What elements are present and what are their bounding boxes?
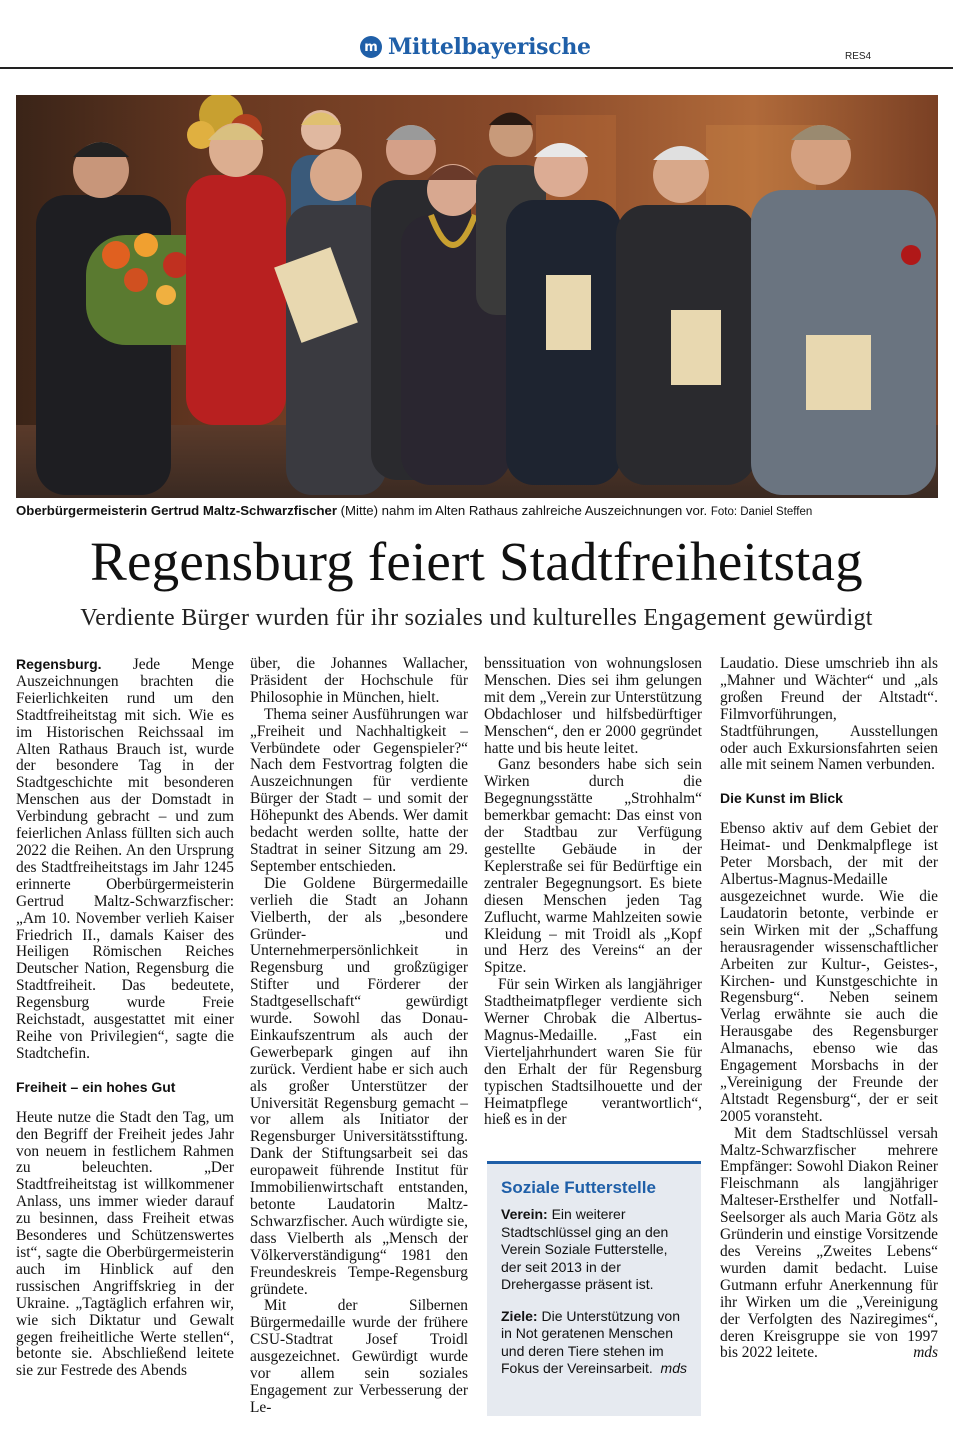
info-label: Verein: (501, 1206, 548, 1222)
article-photo (16, 95, 938, 498)
info-box-title: Soziale Futterstelle (501, 1178, 656, 1197)
paragraph-text: Mit dem Stadtschlüssel versah Maltz-Schwarzfischer mehrere Empfänger: Sowohl Diakon Reiner Fleischmann als langjähriger Malteser-Ersthelfer und Notfall-Seelsorger als auch Maria Götz als Gründerin und einstige Vorsitzende des Vereins „Zweites Lebens“ wurden damit bedacht. Luise Gutmann erfuhr Anerkennung für ihr Wirken um die „Vereinigung der Verfolgten des Naziregimes“, deren Kreisgruppe sie von 1997 bis 2022 leitete. (720, 1124, 938, 1362)
paragraph: Die Goldene Bürgermedaille verlieh die Stadt an Johann Vielberth, der als „besondere Gründer- und Unternehmerpersönlichkeit in Regensburg und großzügiger Stifter und Förderer der Stadtgesellschaft“ gewürdigt wurde. Sowohl das Donau-Einkaufszentrum als auch der Gewerbepark gingen auf ihn zurück. Verdient habe er sich auch als großer Unterstützer der Universität Regensburg gemacht – vor allem als Initiator der Regensburger Universitätsstiftung. Dank der Stiftungsarbeit sei das europaweit führende Institut für Immobilienwirtschaft entstanden, betonte Laudatorin Maltz-Schwarzfischer. Auch würdigte sie, dass Vielberth als „Mensch der Völkerverständigung“ 1981 den Freundeskreis Tempe-Regensburg gründete. (250, 874, 468, 1298)
dateline: Regensburg. (16, 656, 102, 672)
article-column-4 (720, 656, 938, 1362)
info-box-ziele (501, 1308, 687, 1378)
page-code: RES4 (845, 51, 872, 62)
paragraph: über, die Johannes Wallacher, Präsident der Hochschule für Philosophie in München, hielt. (250, 655, 468, 706)
info-text: Die Unterstützung von in Not geratenen Menschen und deren Tiere stehen im Fokus der Vereinsarbeit. (501, 1307, 680, 1376)
author-signature: mds (913, 1344, 938, 1362)
photo-caption (16, 503, 938, 518)
paragraph: Mit der Silbernen Bürgermedaille wurde der frühere CSU-Stadtrat Josef Troidl ausgezeichnet. Gewürdigt wurde vor allem sein soziales Engagement zur Verbesserung der Le- (250, 1297, 468, 1416)
photo-credit: Foto: Daniel Steffen (710, 506, 813, 518)
paragraph: Thema seiner Ausführungen war „Freiheit und Nachhaltigkeit – Verbündete oder Gegenspieler?“ Nach dem Festvortrag folgten die Auszeichnungen für verdiente Bürger der Stadt – und somit der Höhepunkt des Abends. Wer damit bedacht werden sollte, hatte der Stadtrat in seiner Sitzung am 29. September entschieden. (250, 705, 468, 875)
masthead (0, 0, 953, 70)
brand-mark-icon: m (360, 36, 382, 58)
info-label: Ziele: (501, 1307, 538, 1324)
info-box-signature: mds (660, 1360, 687, 1376)
paragraph: Ganz besonders habe sich sein Wirken durch die Begegnungsstätte „Strohhalm“ bemerkbar gemacht: Das einst von der Stadtbau zur Verfügung gestellte Gebäude in der Keplerstraße sei für Bedürftige ein zentraler Begegnungsort. Es biete diesen Menschen jeden Tag Zuflucht, warme Mahlzeiten sowie Kleidung – mit Troidl als „Kopf und Herz des Vereins“ an der Spitze. (484, 756, 702, 977)
paragraph: benssituation von wohnungslosen Menschen. Dies sei ihm gelungen mit dem „Verein zur Unterstützung Obdachloser und hilfsbedürftiger Menschen“, den er 2000 gegründet hatte und bis heute leitet. (484, 655, 702, 757)
header-divider (0, 67, 953, 69)
paragraph-text: Jede Menge Auszeichnungen brachten die Feierlichkeiten rund um den Stadtfreiheitstag mit sich. Wie es im Historischen Reichssaal im Alten Rathaus Brauch ist, wurde der besondere Tag in der Stadtgeschichte mit besonderen Menschen aus der Domstadt in Verbindung gebracht – und zum feierlichen Anlass füllten sich auch 2022 die Reihen. An den Ursprung des Stadtfreiheitstags im Jahr 1245 erinnerte Oberbürgermeisterin Gertrud Maltz-Schwarzfischer: „Am 10. November verlieh Kaiser Friedrich II., damals Kaiser des Heiligen Römischen Reiches Deutscher Nation, Regensburg die Stadtfreiheit. Das bedeutete, Regensburg wurde Freie Reichstadt, ausgestattet mit einer Reihe von Privilegien“, sagte die Stadtchefin. (16, 656, 234, 1062)
article-subhead: Verdiente Bürger wurden für ihr soziales und kulturelles Engagement gewürdigt (80, 605, 873, 631)
paragraph (720, 1126, 938, 1363)
paragraph: Heute nutze die Stadt den Tag, um den Begriff der Freiheit jedes Jahr von neuem in festlichem Rahmen zu beleuchten. „Der Stadtfreiheitstag ist willkommener Anlass, uns immer wieder darauf zu besinnen, dass Freiheit etwas Besonderes und Schützenswertes ist“, sagte die Oberbürgermeisterin auch im Hinblick auf den russischen Angriffskrieg in der Ukraine. „Tagtäglich erfahren wir, wie sich Diktatur und Gewalt gegen freiheitliche Werte stellen“, betonte sie. Abschließend leitete sie zur Festrede des Abends (16, 1108, 234, 1380)
brand-name: Mittelbayerische (388, 34, 591, 60)
article-column-2 (250, 656, 468, 1417)
paragraph: Laudatio. Diese umschrieb ihn als „Mahner und Wächter“ und „als großen Freund der Altstadt“. Filmvorführungen, Stadtführungen, Ausstellungen oder auch Exkursionsfahrten seien alle mit seinem Namen verbunden. (720, 655, 938, 774)
info-box-verein (501, 1206, 687, 1294)
info-text: Ein weiterer Stadtschlüssel ging an den Verein Soziale Futterstelle, der seit 2013 in der Drehergasse präsent ist. (501, 1206, 669, 1292)
paragraph (16, 656, 234, 1063)
brand-logo[interactable] (360, 34, 591, 60)
article-column-1 (16, 656, 234, 1380)
group-photo-illustration (16, 95, 938, 498)
subheading: Die Kunst im Blick (720, 790, 843, 807)
subheading: Freiheit – ein hohes Gut (16, 1078, 176, 1095)
article-column-3 (484, 656, 702, 1129)
paragraph: Ebenso aktiv auf dem Gebiet der Heimat- und Denkmalpflege ist Peter Morsbach, der mit der Albertus-Magnus-Medaille ausgezeichnet wurde. Wie die Laudatorin betonte, verbinde er sein Wirken mit der „Schaffung herausragender wissenschaftlicher Arbeiten zur Kultur-, Geistes-, Kirchen- und Kunstgeschichte in Regensburg“. Neben seinem Verlag erwähnte sie auch die Herausgabe des Regensburger Almanachs, ebenso wie das Engagement Morsbachs in der „Vereinigung der Freunde der Altstadt Regensburg“, der er seit 2005 voransteht. (720, 820, 938, 1125)
caption-name: Oberbürgermeisterin Gertrud Maltz-Schwarzfischer (16, 503, 337, 518)
paragraph: Für sein Wirken als langjähriger Stadtheimatpfleger verdiente sich Werner Chrobak die Albertus-Magnus-Medaille. „Fast ein Vierteljahrhundert waren Sie für den Erhalt der für Regensburg typischen Stadtsilhouette und der Heimatpflege verantwortlich“, hieß es in der (484, 976, 702, 1129)
caption-text: (Mitte) nahm im Alten Rathaus zahlreiche Auszeichnungen vor. (336, 503, 708, 518)
article-headline: Regensburg feiert Stadtfreiheitstag (90, 531, 863, 592)
info-box (487, 1161, 701, 1416)
